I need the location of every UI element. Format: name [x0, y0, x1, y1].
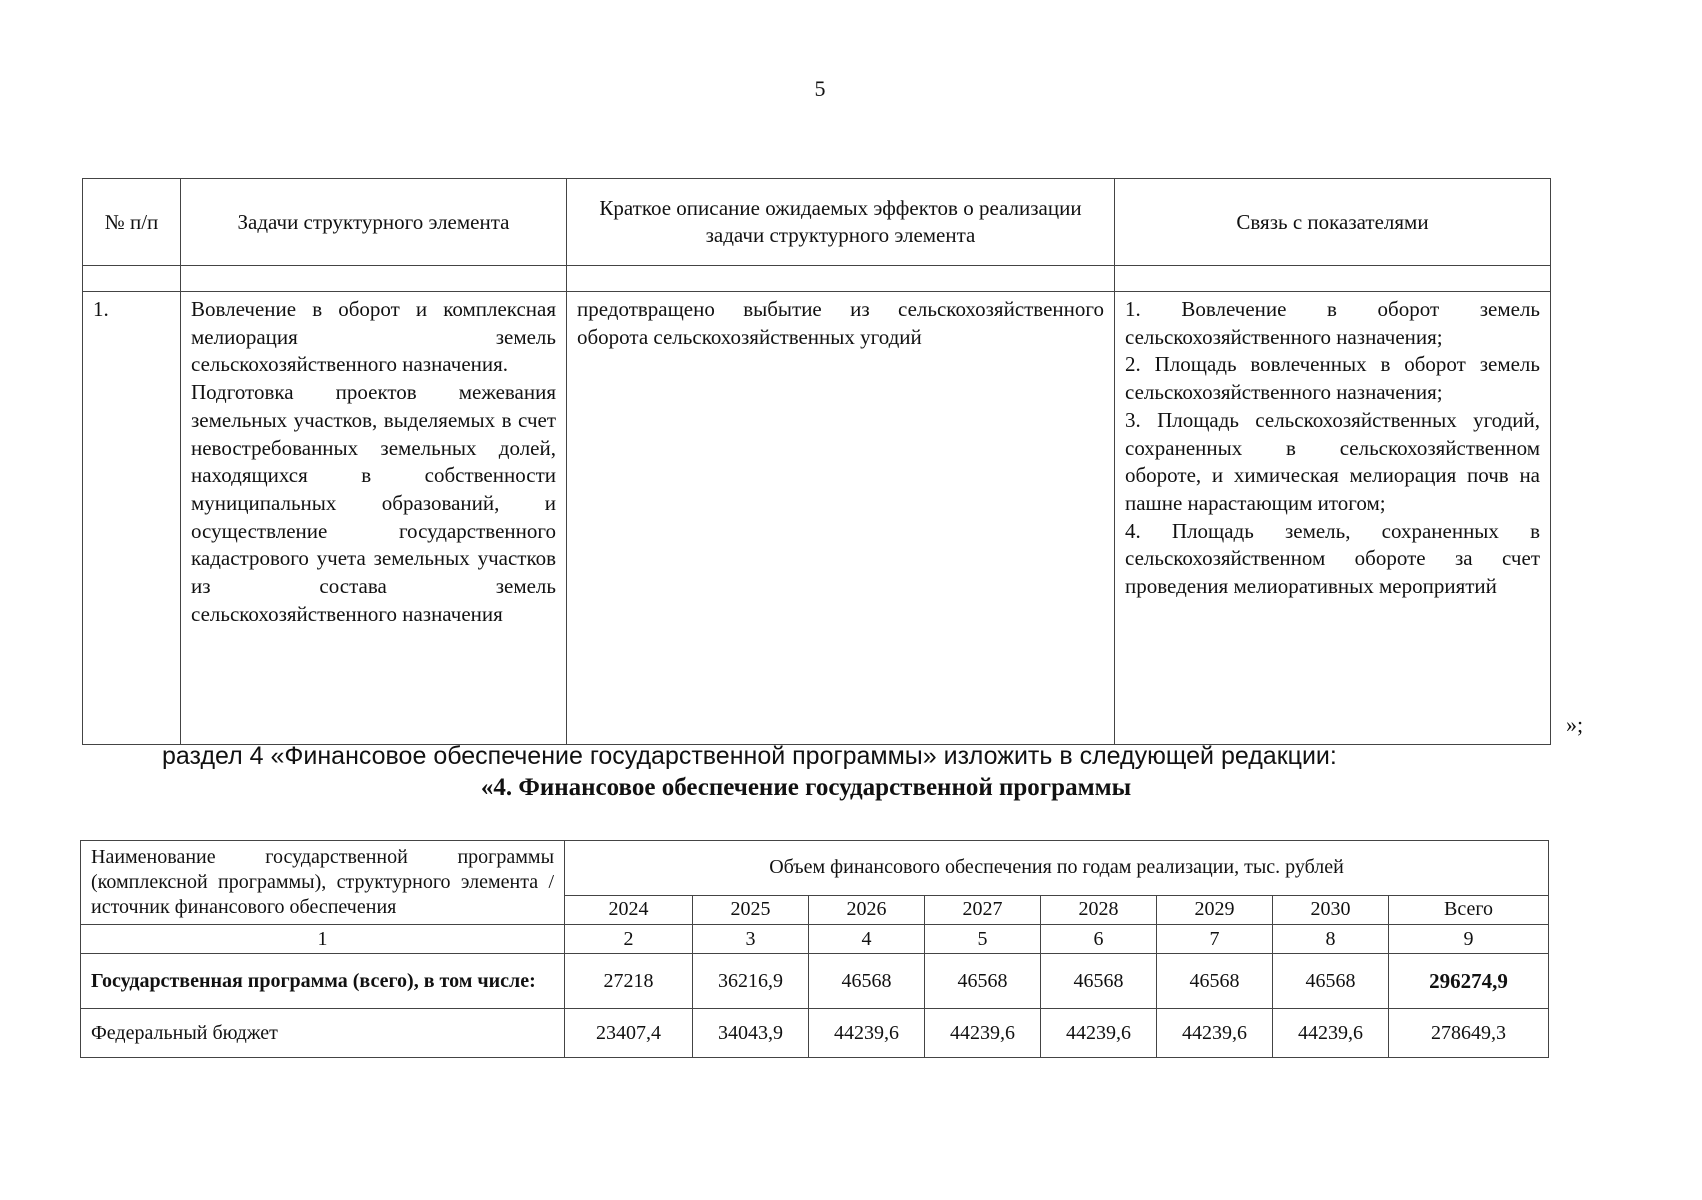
- value-cell: 46568: [1273, 954, 1389, 1009]
- task-cell: [181, 292, 567, 745]
- value-cell: 46568: [925, 954, 1041, 1009]
- value-cell: 44239,6: [809, 1009, 925, 1058]
- effect-cell: [567, 292, 1115, 745]
- volume-header-row: [81, 841, 1549, 896]
- column-number: 1: [81, 925, 565, 954]
- value-cell: 44239,6: [1273, 1009, 1389, 1058]
- column-number: 3: [693, 925, 809, 954]
- header-effects: Краткое описание ожидаемых эффектов о реализации задачи структурного элемента: [567, 179, 1115, 266]
- total-header: Всего: [1389, 895, 1549, 924]
- task-paragraph-1: Вовлечение в оборот и комплексная мелиорация земель сельскохозяйственного назначения.: [191, 297, 556, 377]
- column-number: 9: [1389, 925, 1549, 954]
- indicator-item: 3. Площадь сельскохозяйственных угодий, сохраненных в сельскохозяйственном обороте, и химическая мелиорация почв на пашне нарастающим итогом;: [1125, 407, 1540, 515]
- header-tasks: Задачи структурного элемента: [181, 179, 567, 266]
- table-header-row: [83, 179, 1551, 266]
- table-row: [81, 954, 1549, 1009]
- name-header: Наименование государственной программы (комплексной программы), структурного элемента / источник финансового обеспечения: [81, 841, 565, 925]
- value-cell: 46568: [1157, 954, 1273, 1009]
- row-number: 1.: [83, 292, 181, 745]
- closing-quote: »;: [1566, 712, 1584, 737]
- total-value-cell: 278649,3: [1389, 1009, 1549, 1058]
- value-cell: 44239,6: [1157, 1009, 1273, 1058]
- value-cell: 36216,9: [693, 954, 809, 1009]
- row-label: Федеральный бюджет: [81, 1009, 565, 1058]
- year-header: 2026: [809, 895, 925, 924]
- value-cell: 44239,6: [1041, 1009, 1157, 1058]
- year-header: 2027: [925, 895, 1041, 924]
- column-number: 6: [1041, 925, 1157, 954]
- year-header: 2030: [1273, 895, 1389, 924]
- page-number: 5: [814, 76, 826, 101]
- year-header: 2024: [565, 895, 693, 924]
- column-number: 4: [809, 925, 925, 954]
- header-link-indicators: Связь с показателями: [1115, 179, 1551, 266]
- value-cell: 46568: [1041, 954, 1157, 1009]
- effect-text: предотвращено выбытие из сельскохозяйственного оборота сельскохозяйственных угодий: [577, 297, 1104, 349]
- volume-header: Объем финансового обеспечения по годам реализации, тыс. рублей: [565, 841, 1549, 896]
- year-header: 2029: [1157, 895, 1273, 924]
- total-value-cell: 296274,9: [1389, 954, 1549, 1009]
- column-number: 8: [1273, 925, 1389, 954]
- column-number: 5: [925, 925, 1041, 954]
- financing-table: [80, 840, 1549, 1058]
- indicator-item: 4. Площадь земель, сохраненных в сельскохозяйственном обороте за счет проведения мелиоративных мероприятий: [1125, 518, 1540, 599]
- column-numbers-row: [81, 925, 1549, 954]
- value-cell: 23407,4: [565, 1009, 693, 1058]
- column-number: 7: [1157, 925, 1273, 954]
- section-title: «4. Финансовое обеспечение государственной программы: [480, 774, 1132, 801]
- value-cell: 46568: [809, 954, 925, 1009]
- indicator-item: 2. Площадь вовлеченных в оборот земель сельскохозяйственного назначения;: [1125, 352, 1540, 405]
- value-cell: 27218: [565, 954, 693, 1009]
- value-cell: 34043,9: [693, 1009, 809, 1058]
- table-row: [81, 1009, 1549, 1058]
- value-cell: 44239,6: [925, 1009, 1041, 1058]
- spacer-row: [83, 266, 1551, 292]
- indicators-cell: [1115, 292, 1551, 745]
- header-num: № п/п: [83, 179, 181, 266]
- amendment-instruction: раздел 4 «Финансовое обеспечение государственной программы» изложить в следующей редакции:: [162, 742, 1337, 770]
- structural-element-tasks-table: [82, 178, 1551, 745]
- row-label: Государственная программа (всего), в том числе:: [81, 954, 565, 1009]
- year-header: 2025: [693, 895, 809, 924]
- indicator-item: 1. Вовлечение в оборот земель сельскохозяйственного назначения;: [1125, 297, 1540, 349]
- task-paragraph-2: Подготовка проектов межевания земельных участков, выделяемых в счет невостребованных земельных долей, находящихся в собственности муниципальных образований, и осуществление государственного кадастрового учета земельных участков из состава земель сельскохозяйственного назначения: [191, 380, 556, 626]
- year-header: 2028: [1041, 895, 1157, 924]
- column-number: 2: [565, 925, 693, 954]
- table-row: [83, 292, 1551, 745]
